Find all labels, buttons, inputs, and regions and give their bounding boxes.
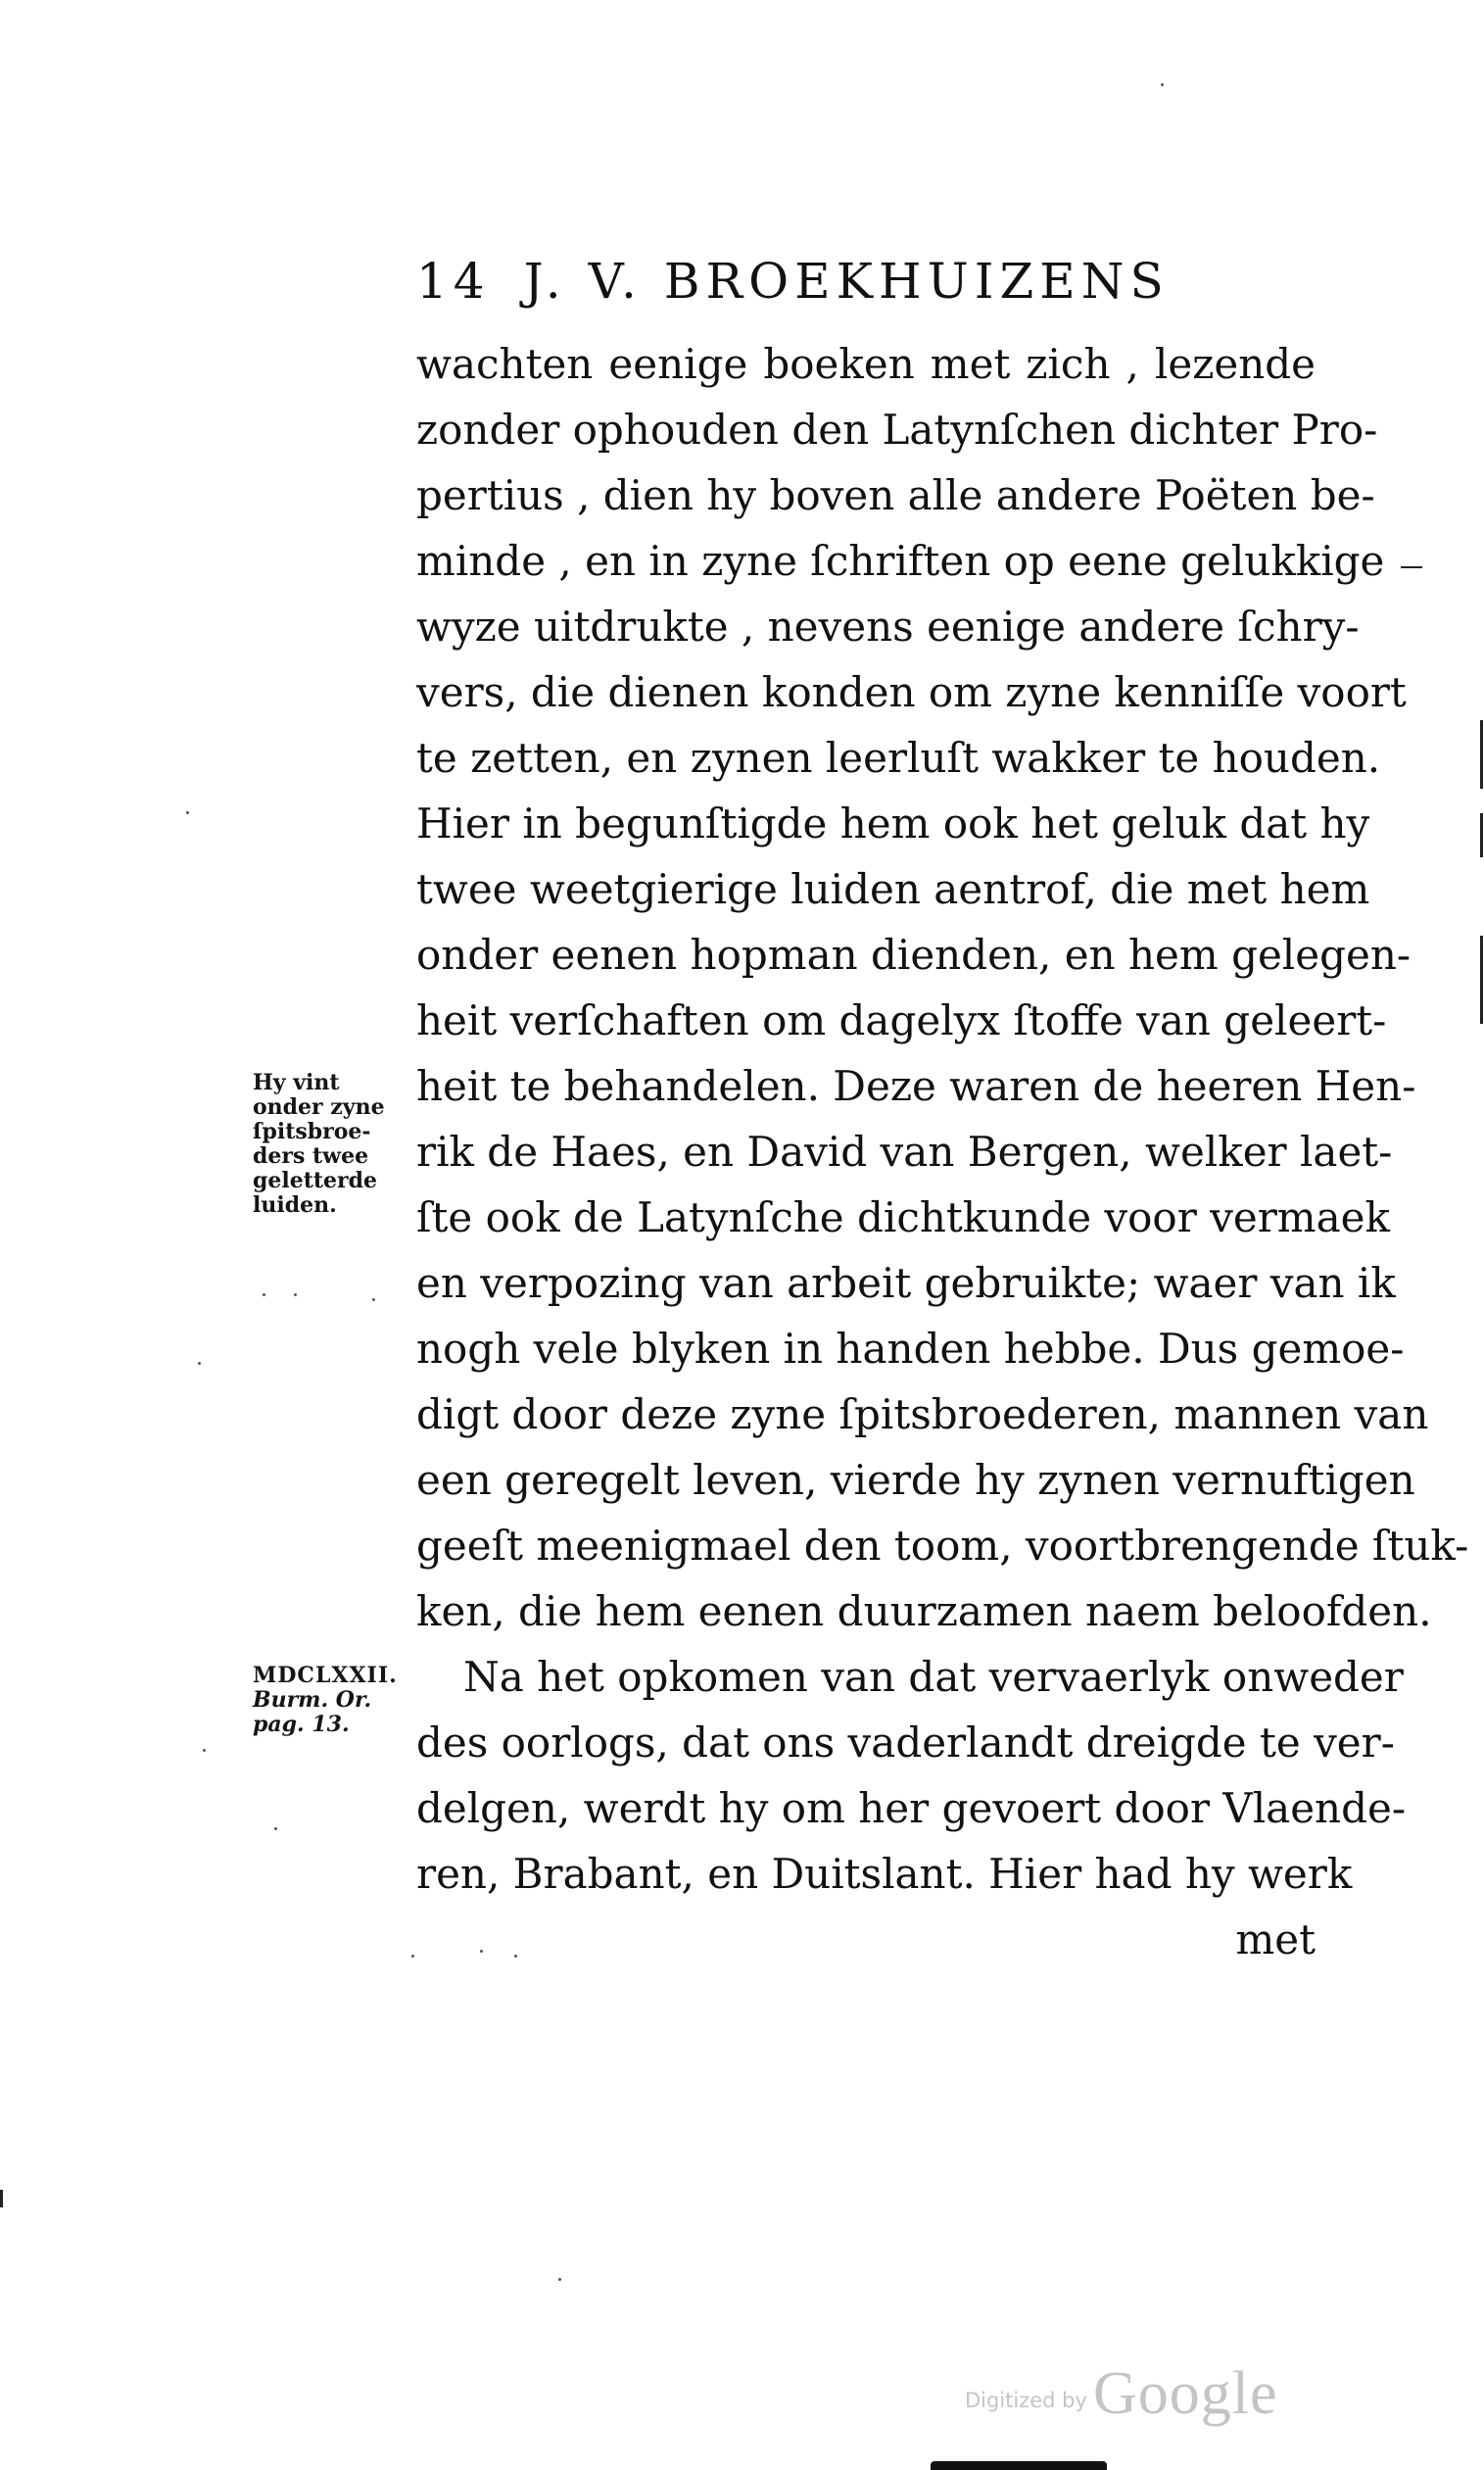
text-line: pertius , dien hy boven alle andere Poëten be- bbox=[416, 471, 1375, 519]
scan-speck bbox=[514, 1955, 517, 1958]
scan-edge-mark bbox=[1480, 813, 1483, 857]
text-line: zonder ophouden den Latynſchen dichter Pro- bbox=[416, 406, 1378, 454]
text-line-paragraph-start: Na het opkomen van dat vervaerlyk onweder bbox=[463, 1653, 1404, 1701]
scan-edge-mark bbox=[1401, 566, 1422, 568]
text-line: geeſt meenigmael den toom, voortbrengende ſtuk- bbox=[416, 1522, 1469, 1570]
scan-edge-mark bbox=[0, 2190, 3, 2207]
running-header bbox=[416, 253, 1317, 321]
text-line: Hier in begunſtigde hem ook het geluk dat hy bbox=[416, 799, 1370, 848]
marginal-line: luiden. bbox=[253, 1192, 337, 1218]
marginal-citation: Burm. Or. bbox=[253, 1687, 372, 1713]
marginal-line: ſpitsbroe- bbox=[253, 1119, 371, 1144]
catchword: met bbox=[1235, 1915, 1316, 1963]
marginal-note-date-reference bbox=[253, 1664, 398, 1737]
text-line: heit verſchaften om dagelyx ſtoffe van geleert- bbox=[416, 996, 1387, 1044]
text-line: wachten eenige boeken met zich , lezende bbox=[416, 340, 1316, 388]
running-title: J. V. BROEKHUIZENS bbox=[523, 253, 1170, 310]
text-line: twee weetgierige luiden aentrof, die met hem bbox=[416, 865, 1370, 913]
marginal-page-ref: pag. 13. bbox=[253, 1712, 350, 1737]
marginal-line: ders twee bbox=[253, 1143, 369, 1169]
scan-speck bbox=[1161, 83, 1164, 86]
marginal-note-spitsbroeders bbox=[253, 1071, 385, 1218]
marginal-line: onder zyne bbox=[253, 1094, 385, 1120]
text-line: ſte ook de Latynſche dichtkunde voor vermaek bbox=[416, 1193, 1390, 1241]
scan-edge-mark bbox=[1480, 936, 1483, 1024]
text-line: wyze uitdrukte , nevens eenige andere ſchry- bbox=[416, 603, 1360, 651]
scan-speck bbox=[274, 1827, 277, 1830]
text-line: een geregelt leven, vierde hy zynen vernuftigen bbox=[416, 1456, 1415, 1504]
text-line: rik de Haes, en David van Bergen, welker laet- bbox=[416, 1128, 1393, 1176]
watermark-prefix: Digitized by bbox=[965, 2389, 1087, 2412]
scan-speck bbox=[294, 1293, 297, 1296]
scan-bottom-edge bbox=[931, 2461, 1107, 2470]
scan-speck bbox=[263, 1293, 265, 1296]
scan-speck bbox=[480, 1950, 483, 1953]
scan-speck bbox=[558, 2278, 561, 2281]
scan-speck bbox=[186, 811, 189, 814]
scan-speck bbox=[203, 1749, 206, 1752]
scan-speck bbox=[372, 1298, 375, 1301]
text-line: heit te behandelen. Deze waren de heeren Hen- bbox=[416, 1062, 1416, 1110]
text-line: onder eenen hopman dienden, en hem gelegen- bbox=[416, 931, 1412, 979]
text-line: ken, die hem eenen duurzamen naem beloofden. bbox=[416, 1587, 1432, 1635]
page-number: 14 bbox=[416, 253, 491, 310]
text-line: ren, Brabant, en Duitslant. Hier had hy werk bbox=[416, 1850, 1353, 1898]
google-logo: Google bbox=[1092, 2360, 1278, 2427]
digitized-by-google-watermark bbox=[965, 2359, 1277, 2429]
text-line: digt door deze zyne ſpitsbroederen, mannen van bbox=[416, 1390, 1429, 1438]
text-line: te zetten, en zynen leerluſt wakker te houden. bbox=[416, 734, 1381, 782]
text-line: vers, die dienen konden om zyne kenniſſe voort bbox=[416, 668, 1407, 716]
marginal-line: geletterde bbox=[253, 1168, 378, 1193]
scan-speck bbox=[198, 1362, 201, 1365]
text-line: des oorlogs, dat ons vaderlandt dreigde te ver- bbox=[416, 1719, 1395, 1767]
marginal-year: MDCLXXII. bbox=[253, 1663, 398, 1688]
scan-speck bbox=[411, 1955, 414, 1958]
scan-edge-mark bbox=[1480, 720, 1483, 789]
text-line: minde , en in zyne ſchriften op eene gelukkige bbox=[416, 537, 1385, 585]
text-line: nogh vele blyken in handen hebbe. Dus gemoe- bbox=[416, 1325, 1405, 1373]
marginal-line: Hy vint bbox=[253, 1070, 340, 1095]
main-text-block bbox=[416, 331, 1469, 1972]
text-line: en verpozing van arbeit gebruikte; waer van ik bbox=[416, 1259, 1396, 1307]
text-line: delgen, werdt hy om her gevoert door Vlaende- bbox=[416, 1784, 1407, 1832]
